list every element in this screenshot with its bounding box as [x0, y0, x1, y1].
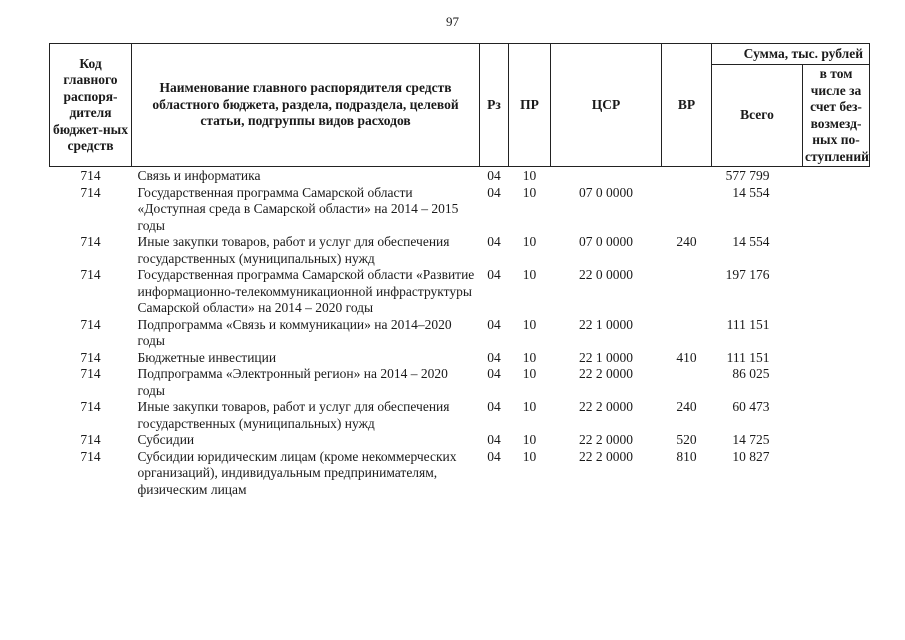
cell-pr: 10: [522, 267, 537, 282]
cell-name: Государственная программа Самарской области «Развитие информационно-телекоммуникационной инфраструктуры Самарской области» на 2014 – 2020 годы: [137, 267, 475, 315]
cell-code: 714: [80, 234, 101, 249]
cell-pr: 10: [522, 399, 537, 414]
header-name: Наименование главного распорядителя средств областного бюджета, раздела, подраздела, целевой статьи, подгруппы видов расходов: [132, 44, 480, 167]
table-row: [50, 185, 870, 235]
cell-total: 60 473: [732, 399, 770, 414]
table-body: [50, 167, 870, 499]
cell-total: 10 827: [732, 448, 770, 464]
table-header: [50, 44, 870, 167]
cell-csr: 22 1 0000: [579, 349, 633, 365]
cell-code: 714: [80, 366, 101, 381]
cell-name: Подпрограмма «Электронный регион» на 2014 – 2020 годы: [137, 366, 448, 398]
cell-vr: [662, 185, 712, 235]
cell-free: [803, 167, 870, 185]
cell-rz: 04: [487, 349, 501, 365]
cell-rz: 04: [487, 432, 501, 447]
header-vr: ВР: [662, 44, 712, 167]
cell-free: [803, 234, 870, 267]
cell-name: Подпрограмма «Связь и коммуникации» на 2014–2020 годы: [137, 316, 452, 348]
cell-name: Бюджетные инвестиции: [137, 349, 277, 365]
header-sum-group: Сумма, тыс. рублей: [712, 44, 870, 65]
table-row: [50, 350, 870, 367]
cell-free: [803, 366, 870, 399]
cell-vr: [662, 317, 712, 350]
cell-name: Государственная программа Самарской области «Доступная среда в Самарской области» на 2014 – 2015 годы: [137, 184, 459, 233]
table-row: [50, 267, 870, 317]
cell-code: 714: [80, 168, 101, 183]
cell-vr: [662, 167, 712, 185]
cell-code: 714: [80, 448, 101, 464]
cell-name: Связь и информатика: [137, 168, 261, 183]
cell-pr: 10: [522, 349, 537, 365]
header-code: Код главного распоря-дителя бюджет-ных средств: [50, 44, 132, 167]
cell-vr: 240: [676, 399, 697, 414]
cell-code: 714: [80, 432, 101, 447]
cell-total: 111 151: [726, 349, 770, 365]
cell-code: 714: [80, 316, 101, 332]
table-row: [50, 366, 870, 399]
cell-name: Субсидии: [137, 432, 195, 447]
table-row: [50, 317, 870, 350]
cell-pr: 10: [522, 316, 537, 332]
page-number: 97: [446, 14, 459, 29]
table-row: [50, 432, 870, 449]
cell-vr: 240: [676, 234, 697, 249]
cell-code: 714: [80, 184, 101, 200]
cell-vr: 810: [676, 448, 697, 464]
cell-csr: 22 2 0000: [579, 448, 633, 464]
cell-csr: 07 0 0000: [579, 184, 633, 200]
cell-free: [803, 432, 870, 449]
cell-csr: 22 2 0000: [579, 399, 633, 414]
cell-free: [803, 399, 870, 432]
table-row: [50, 167, 870, 185]
budget-table: [49, 43, 870, 498]
cell-rz: 04: [487, 366, 501, 381]
cell-rz: 04: [487, 448, 501, 464]
cell-csr: 22 2 0000: [579, 432, 633, 447]
cell-total: 111 151: [726, 316, 770, 332]
cell-total: 14 725: [732, 432, 770, 447]
header-total: Всего: [712, 65, 803, 167]
cell-vr: 410: [676, 349, 697, 365]
cell-csr: [551, 167, 662, 185]
header-csr: ЦСР: [551, 44, 662, 167]
cell-rz: 04: [487, 399, 501, 414]
cell-name: Иные закупки товаров, работ и услуг для обеспечения государственных (муниципальных) нужд: [137, 399, 450, 431]
cell-total: 577 799: [725, 168, 770, 183]
header-free: в том числе за счет без-возмезд-ных по-ступлений: [803, 65, 870, 167]
cell-rz: 04: [487, 168, 501, 183]
cell-vr: [662, 366, 712, 399]
cell-rz: 04: [487, 234, 501, 249]
cell-total: 197 176: [725, 267, 770, 282]
cell-code: 714: [80, 349, 101, 365]
cell-vr: 520: [676, 432, 697, 447]
header-pr: ПР: [509, 44, 551, 167]
cell-pr: 10: [522, 168, 537, 183]
cell-csr: 22 1 0000: [579, 316, 633, 332]
cell-total: 14 554: [732, 184, 770, 200]
cell-pr: 10: [522, 184, 537, 200]
cell-free: [803, 449, 870, 499]
cell-code: 714: [80, 399, 101, 414]
cell-rz: 04: [487, 184, 501, 200]
cell-csr: 22 2 0000: [579, 366, 633, 381]
cell-free: [803, 350, 870, 367]
table-row: [50, 449, 870, 499]
cell-code: 714: [80, 267, 101, 282]
header-rz: Рз: [480, 44, 509, 167]
cell-rz: 04: [487, 267, 501, 282]
cell-vr: [662, 267, 712, 317]
cell-free: [803, 185, 870, 235]
cell-rz: 04: [487, 316, 501, 332]
cell-free: [803, 317, 870, 350]
cell-pr: 10: [522, 432, 537, 447]
cell-total: 86 025: [732, 366, 770, 381]
cell-csr: 07 0 0000: [579, 234, 633, 249]
cell-total: 14 554: [732, 234, 770, 249]
cell-free: [803, 267, 870, 317]
cell-pr: 10: [522, 366, 537, 381]
cell-pr: 10: [522, 448, 537, 464]
table-row: [50, 234, 870, 267]
cell-name: Субсидии юридическим лицам (кроме некоммерческих организаций), индивидуальным предпринимателям, физическим лицам: [137, 448, 457, 497]
cell-pr: 10: [522, 234, 537, 249]
table-row: [50, 399, 870, 432]
cell-csr: 22 0 0000: [579, 267, 633, 282]
cell-name: Иные закупки товаров, работ и услуг для обеспечения государственных (муниципальных) нужд: [137, 234, 450, 266]
